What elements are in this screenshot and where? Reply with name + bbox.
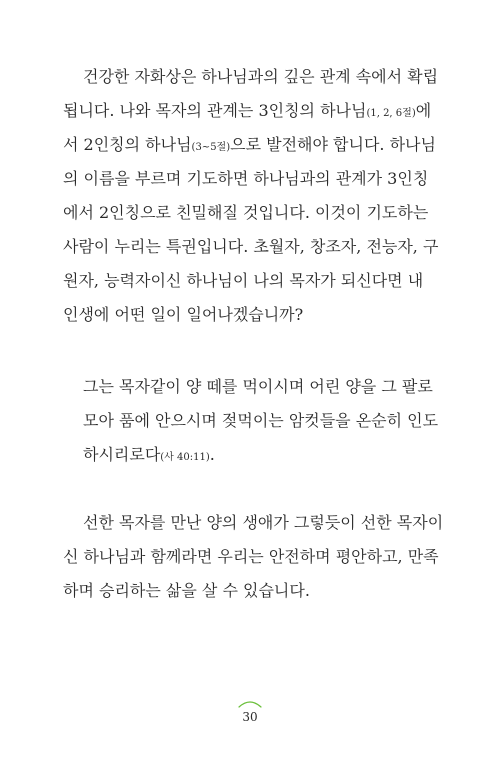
paragraph-1-line-4: 의 이름을 부르며 기도하면 하나님과의 관계가 3인칭 [63,169,429,188]
quote-line-2: 모아 품에 안으시며 젖먹이는 암컷들을 온순히 인도 [83,411,439,430]
paragraph-1-line-8: 인생에 어떤 일이 일어나겠습니까? [63,305,304,324]
quote-citation: (사 40:11) [160,452,210,463]
paragraph-1-line-5: 에서 2인칭으로 친밀해질 것입니다. 이것이 기도하는 [63,203,429,222]
scripture-quote [83,370,438,472]
paragraph-1-line-6: 사람이 누리는 특권입니다. 초월자, 창조자, 전능자, 구 [63,237,439,256]
paragraph-1-line-3-text: 서 2인칭의 하나님 [63,135,192,154]
paragraph-1-line-3 [63,128,440,162]
page-footer [0,698,500,724]
paragraph-1-line-2-tail: 에 [415,101,432,120]
paragraph-1 [63,60,440,332]
page-number: 30 [242,710,258,724]
page-arc-ornament-icon [237,698,263,708]
paragraph-1-line-2-text: 됩니다. 나와 목자의 관계는 3인칭의 하나님 [63,101,367,120]
scripture-reference-2: (3~5절) [191,142,231,153]
quote-end-period: . [209,445,215,464]
paragraph-2-line-3: 하며 승리하는 삶을 살 수 있습니다. [63,581,310,600]
paragraph-1-line-3-tail: 으로 발전해야 합니다. 하나님 [230,135,436,154]
paragraph-2-line-1: 선한 목자를 만난 양의 생애가 그렇듯이 선한 목자이 [83,513,444,532]
paragraph-1-line-2 [63,94,440,128]
quote-line-3-text: 하시리로다 [83,445,161,464]
scripture-reference-1: (1, 2, 6절) [366,108,416,119]
quote-line-3 [83,438,438,472]
paragraph-1-line-7: 원자, 능력자이신 하나님이 나의 목자가 되신다면 내 [63,271,424,290]
paragraph-2-line-2: 신 하나님과 함께라면 우리는 안전하며 평안하고, 만족 [63,547,439,566]
paragraph-1-line-1: 건강한 자화상은 하나님과의 깊은 관계 속에서 확립 [83,67,439,86]
quote-line-1: 그는 목자같이 양 떼를 먹이시며 어린 양을 그 팔로 [83,377,433,396]
paragraph-2 [63,506,444,608]
